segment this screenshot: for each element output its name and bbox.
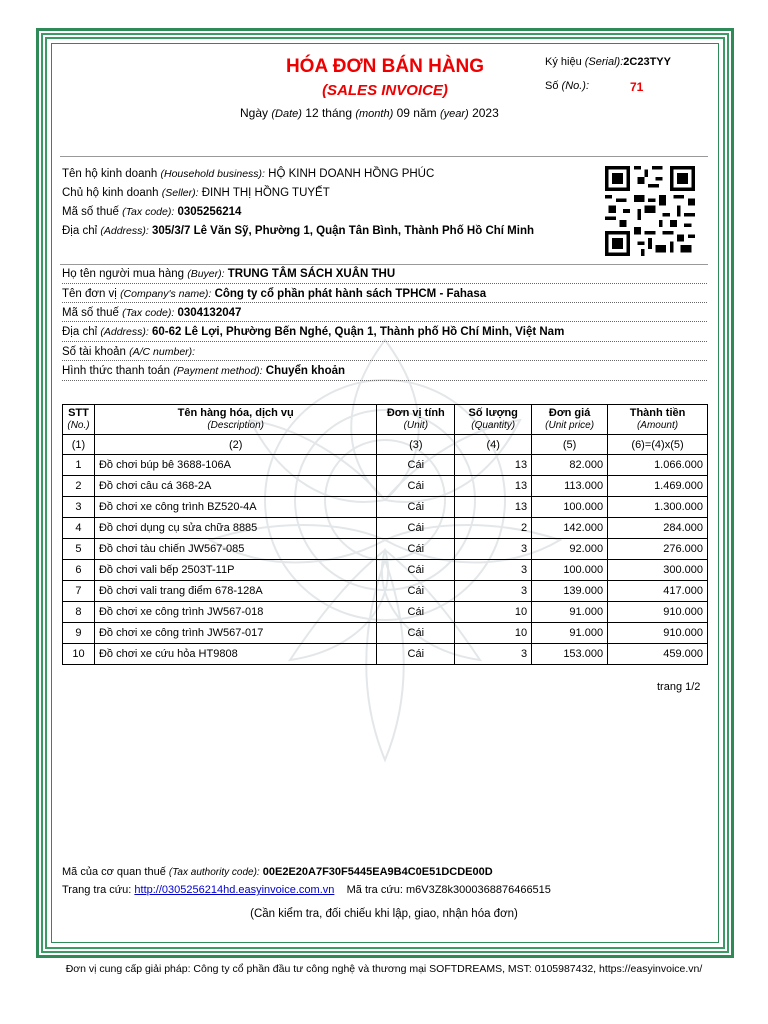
invoice-subtitle: (SALES INVOICE) (322, 82, 448, 99)
cell-desc: Đồ chơi tàu chiến JW567-085 (94, 539, 376, 560)
cell-qty: 3 (455, 560, 532, 581)
lookup-code: m6V3Z8k3000368876466515 (405, 884, 551, 896)
divider (60, 156, 708, 157)
cell-qty: 10 (455, 623, 532, 644)
seller-address: Địa chỉ (Address): 305/3/7 Lê Văn Sỹ, Phường 1, Quận Tân Bình, Thành Phố Hồ Chí Minh (62, 225, 534, 237)
buyer-company: Tên đơn vị (Company's name): Công ty cổ phần phát hành sách TPHCM - Fahasa (62, 288, 487, 300)
table-row (63, 623, 708, 644)
check-note: (Cần kiểm tra, đối chiếu khi lập, giao, nhận hóa đơn) (250, 908, 518, 920)
table-row (63, 539, 708, 560)
cell-unit: Cái (377, 455, 455, 476)
cell-price: 139.000 (532, 581, 608, 602)
table-index-row: (1) (2) (3) (4) (5) (6)=(4)x(5) (63, 435, 708, 455)
cell-amount: 910.000 (608, 602, 708, 623)
footer-provider: Đơn vị cung cấp giải pháp: Công ty cổ phần đầu tư công nghệ và thương mại SOFTDREAMS, MST: 0105987432, https://easyinvoice.vn/ (65, 963, 703, 975)
col-unit-header: Đơn vị tính (Unit) (377, 405, 455, 435)
table-row (63, 581, 708, 602)
cell-no: 3 (63, 497, 95, 518)
cell-no: 5 (63, 539, 95, 560)
cell-qty: 13 (455, 455, 532, 476)
cell-qty: 13 (455, 476, 532, 497)
col-no-header: STT (No.) (63, 405, 95, 435)
cell-desc: Đồ chơi xe công trình BZ520-4A (94, 497, 376, 518)
cell-unit: Cái (377, 602, 455, 623)
invoice-title: HÓA ĐƠN BÁN HÀNG (285, 56, 485, 77)
cell-unit: Cái (377, 644, 455, 665)
cell-amount: 284.000 (608, 518, 708, 539)
cell-qty: 3 (455, 644, 532, 665)
buyer-account: Số tài khoản (A/C number): (62, 346, 196, 358)
invoice-date: Ngày (Date) 12 tháng (month) 09 năm (year) 2023 (240, 106, 499, 120)
cell-desc: Đồ chơi câu cá 368-2A (94, 476, 376, 497)
cell-unit: Cái (377, 581, 455, 602)
cell-amount: 1.300.000 (608, 497, 708, 518)
cell-no: 4 (63, 518, 95, 539)
table-header-row (63, 405, 708, 435)
table-row (63, 455, 708, 476)
col-unit-price-header: Đơn giá (Unit price) (532, 405, 608, 435)
table-row (63, 497, 708, 518)
cell-unit: Cái (377, 476, 455, 497)
cell-price: 82.000 (532, 455, 608, 476)
col-description-header: Tên hàng hóa, dịch vụ (Description) (94, 405, 376, 435)
page-number: trang 1/2 (657, 681, 701, 693)
cell-desc: Đồ chơi vali trang điểm 678-128A (94, 581, 376, 602)
buyer-name: Họ tên người mua hàng (Buyer): TRUNG TÂM SÁCH XUÂN THU (62, 268, 396, 280)
cell-amount: 1.469.000 (608, 476, 708, 497)
cell-desc: Đồ chơi vali bếp 2503T-11P (94, 560, 376, 581)
cell-unit: Cái (377, 518, 455, 539)
cell-desc: Đồ chơi xe công trình JW567-018 (94, 602, 376, 623)
cell-no: 1 (63, 455, 95, 476)
cell-desc: Đồ chơi dụng cụ sửa chữa 8885 (94, 518, 376, 539)
buyer-address: Địa chỉ (Address): 60-62 Lê Lợi, Phường Bến Nghé, Quận 1, Thành phố Hồ Chí Minh, Việt Nam (62, 326, 565, 338)
table-row (63, 560, 708, 581)
seller-owner: Chủ hộ kinh doanh (Seller): ĐINH THỊ HỒNG TUYẾT (62, 187, 330, 199)
cell-amount: 300.000 (608, 560, 708, 581)
seller-tax: Mã số thuế (Tax code): 0305256214 (62, 206, 242, 218)
cell-amount: 417.000 (608, 581, 708, 602)
cell-price: 113.000 (532, 476, 608, 497)
cell-unit: Cái (377, 560, 455, 581)
cell-desc: Đồ chơi búp bê 3688-106A (94, 455, 376, 476)
cell-price: 100.000 (532, 497, 608, 518)
seller-business: Tên hộ kinh doanh (Household business): HỘ KINH DOANH HỒNG PHÚC (62, 168, 435, 180)
serial-value: 2C23TYY (623, 56, 671, 68)
cell-amount: 1.066.000 (608, 455, 708, 476)
buyer-payment: Hình thức thanh toán (Payment method): Chuyển khoản (62, 365, 346, 377)
cell-qty: 13 (455, 497, 532, 518)
serial-field: Ký hiệu (Serial):2C23TYY (545, 56, 671, 68)
invoice-number-field: Số (No.): 71 (545, 80, 644, 94)
cell-unit: Cái (377, 539, 455, 560)
cell-no: 7 (63, 581, 95, 602)
cell-price: 153.000 (532, 644, 608, 665)
divider (60, 264, 708, 265)
cell-price: 91.000 (532, 623, 608, 644)
cell-desc: Đồ chơi xe cứu hỏa HT9808 (94, 644, 376, 665)
lookup-line: Trang tra cứu: http://0305256214hd.easyinvoice.com.vn Mã tra cứu: m6V3Z8k3000368876466515 (62, 884, 551, 896)
cell-qty: 3 (455, 539, 532, 560)
cell-amount: 276.000 (608, 539, 708, 560)
qr-code-icon (603, 166, 697, 256)
cell-no: 9 (63, 623, 95, 644)
buyer-tax: Mã số thuế (Tax code): 0304132047 (62, 307, 242, 319)
cell-qty: 10 (455, 602, 532, 623)
cell-qty: 3 (455, 581, 532, 602)
cell-no: 8 (63, 602, 95, 623)
col-amount-header: Thành tiền (Amount) (608, 405, 708, 435)
cell-price: 100.000 (532, 560, 608, 581)
cell-no: 10 (63, 644, 95, 665)
cell-no: 2 (63, 476, 95, 497)
table-row (63, 644, 708, 665)
table-row (63, 518, 708, 539)
items-table (62, 404, 708, 665)
cell-desc: Đồ chơi xe công trình JW567-017 (94, 623, 376, 644)
cell-unit: Cái (377, 623, 455, 644)
col-quantity-header: Số lượng (Quantity) (455, 405, 532, 435)
tax-authority-code: Mã của cơ quan thuế (Tax authority code): 00E2E20A7F30F5445EA9B4C0E51DCDE00D (62, 866, 493, 878)
cell-price: 91.000 (532, 602, 608, 623)
cell-amount: 910.000 (608, 623, 708, 644)
table-row (63, 602, 708, 623)
cell-unit: Cái (377, 497, 455, 518)
cell-amount: 459.000 (608, 644, 708, 665)
cell-price: 142.000 (532, 518, 608, 539)
invoice-number: 71 (630, 80, 644, 94)
table-row (63, 476, 708, 497)
cell-price: 92.000 (532, 539, 608, 560)
cell-qty: 2 (455, 518, 532, 539)
cell-no: 6 (63, 560, 95, 581)
lookup-link[interactable]: http://0305256214hd.easyinvoice.com.vn (134, 884, 335, 896)
